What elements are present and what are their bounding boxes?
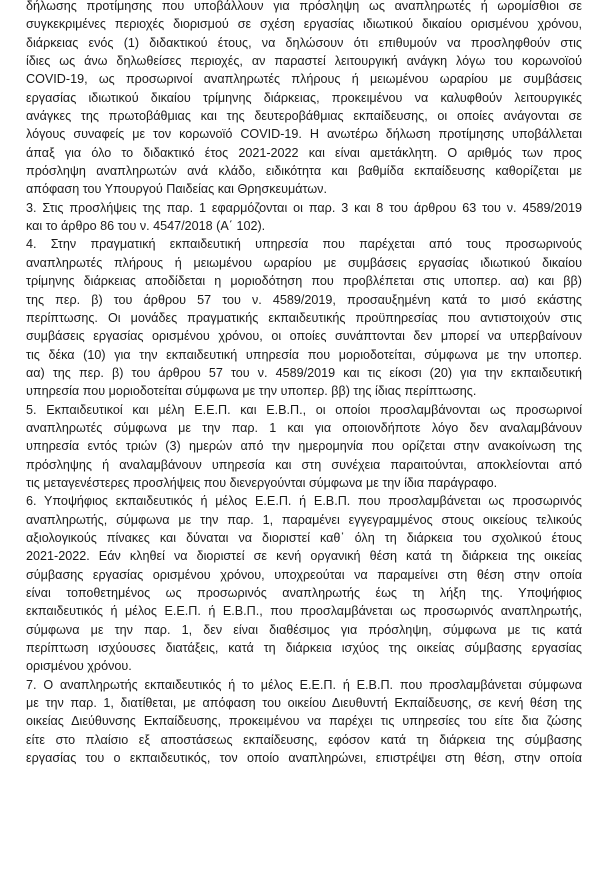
text-line: αα) της περ. β) του άρθρου 57 του ν. 4589/2019 και τις είκοσι (20) για την εκπαιδευτική [26, 365, 582, 380]
text-line: 5. Εκπαιδευτικοί και μέλη Ε.Ε.Π. και Ε.Β.Π., οι οποίοι προσλαμβάνονται ως προσωρινοί [26, 402, 582, 417]
text-line: 6. Υποψήφιος εκπαιδευτικός ή μέλος Ε.Ε.Π. ή Ε.Β.Π. που προσλαμβάνεται ως προσωρινός [26, 494, 582, 509]
text-line: λόγους συναφείς με τον κορωνοϊό COVID-19. Η ανωτέρω δήλωση προτίμησης υποβάλλεται [26, 127, 582, 142]
text-line: της περ. β) του άρθρου 57 του ν. 4589/2019, προσαυξημένη κατά το μισό εκάστης [26, 292, 582, 307]
text-line: 2021-2022. Εάν κληθεί να διοριστεί σε κενή οργανική θέση κατά τη διάρκεια της οικείας [26, 549, 582, 564]
text-line: εργασίας ιδιωτικού δικαίου τρίμηνης διάρκειας, προκειμένου να καλυφθούν λειτουργικές [26, 90, 582, 105]
text-line: υπηρεσία που μοριοδοτείται σύμφωνα με την υποπερ. ββ) της ίδιας περίπτωσης. [26, 384, 477, 399]
text-line: αναπληρωτής, σύμφωνα με την παρ. 1, παραμένει εγγεγραμμένος στους οικείους τελικούς [26, 512, 582, 527]
text-line: πρόσληψη αναπληρωτών ανά κλάδο, ειδικότητα και βαθμίδα εκπαίδευσης καθορίζεται με [26, 164, 582, 179]
text-line: COVID-19, ως προσωρινοί αναπληρωτές πλήρους ή μειωμένου ωραρίου με συμβάσεις [26, 72, 582, 87]
text-line: δήλωσης προτίμησης που υποβάλλουν για πρόσληψη ως αναπληρωτές ή ωρομίσθιοι σε [26, 0, 582, 13]
text-line: αξιολογικούς πίνακες και δύναται να διοριστεί καθ᾽ όλη τη διάρκεια του σχολικού έτους [26, 530, 582, 545]
text-line: αναπληρωτές πλήρους ή μειωμένου ωραρίου με συμβάσεις εργασίας ιδιωτικού δικαίου [26, 255, 582, 270]
text-line: απόφαση του Υπουργού Παιδείας και Θρησκευμάτων. [26, 182, 327, 197]
text-line: ορισμένου χρόνου. [26, 659, 132, 674]
text-line: σύμβασης εργασίας ορισμένου χρόνου, υποχρεούται να παραμείνει στη θέση στην οποία [26, 567, 582, 582]
text-line: τρίμηνης διάρκειας αποδίδεται η μοριοδότηση που προβλέπεται στις υποπερ. αα) και ββ) [26, 274, 582, 289]
text-line: 4. Στην πραγματική εκπαιδευτική υπηρεσία που παρέχεται από τους προσωρινούς [26, 237, 582, 252]
text-line: και το άρθρο 86 του ν. 4547/2018 (Α΄ 102). [26, 219, 266, 234]
text-line: υπηρεσία εντός τριών (3) ημερών από την ημερομηνία που ορίζεται στην ανακοίνωση της [26, 439, 582, 454]
text-line: οικείας Διεύθυνσης Εκπαίδευσης, προκειμένου να παρέχει τις υπηρεσίες του είτε δια ζώσης [26, 714, 582, 729]
text-line: περίπτωσης. Οι μονάδες πραγματικής εκπαιδευτικής προϋπηρεσίας που αντιστοιχούν στις [26, 310, 582, 325]
text-line: είτε στο πλαίσιο εξ αποστάσεως εκπαίδευσης, εφόσον κατά τη διάρκεια της σύμβασης [26, 732, 582, 747]
text-line: ανάγκες της πρωτοβάθμιας και της δευτεροβάθμιας εκπαίδευσης, οι οποίες ανάγονται σε [26, 109, 582, 124]
text-line: άπαξ για όλο το διδακτικό έτος 2021-2022 και είναι αμετάκλητη. Ο αριθμός των προς [26, 145, 582, 160]
text-line: τις μεταγενέστερες προσλήψεις που διενεργούνται σύμφωνα με την ίδια παράγραφο. [26, 475, 498, 490]
text-line: είναι τοποθετημένος ως προσωρινός αναπληρωτής έως τη λήξη της. Υποψήφιος [26, 586, 582, 600]
text-line: συγκεκριμένες περιοχές διορισμού σε σχέση εργασίας ιδιωτικού δικαίου ορισμένου χρόνου, [26, 17, 582, 32]
text-line: πρόσληψης ή αναλαμβάνουν υπηρεσία και στη συνέχεια παραιτούνται, αποκλείονται από [26, 457, 582, 472]
text-line: σύμφωνα με την παρ. 1, δεν είναι διαθέσιμος για πρόσληψη, σύμφωνα με τις κατά [26, 622, 582, 637]
text-line: εκπαιδευτικός ή μέλος Ε.Ε.Π. ή Ε.Β.Π., που προσλαμβάνεται ως προσωρινός αναπληρωτής, [26, 604, 582, 619]
text-line: ίδιες ως άνω δηλωθείσες περιοχές, αν παραστεί λειτουργική ανάγκη λόγω του κορωνοϊού [26, 54, 582, 69]
text-line: αναπληρωτές σύμφωνα με την παρ. 1 και για οποιονδήποτε λόγο δεν αναλαμβάνουν [26, 420, 582, 435]
text-line: τις δέκα (10) για την εκπαιδευτική υπηρεσία που μοριοδοτείται, σύμφωνα με την υποπερ. [26, 347, 582, 362]
text-line: 3. Στις προσλήψεις της παρ. 1 εφαρμόζονται οι παρ. 3 και 8 του άρθρου 63 του ν. 4589/2019 [26, 200, 582, 215]
text-line: συμβάσεις εργασίας ορισμένου χρόνου, οι οποίες συνάπτονται δεν μπορεί να υπερβαίνουν [26, 329, 582, 344]
text-line: εργασίας του ο εκπαιδευτικός, τον οποίο αναπληρώνει, επιστρέψει στη θέση, στην οποία [26, 751, 582, 766]
text-line: διάρκειας ενός (1) διδακτικού έτους, να δηλώσουν ότι επιθυμούν να προσληφθούν στις [26, 35, 582, 50]
text-line: με την παρ. 1, διατίθεται, με απόφαση του οικείου Διευθυντή Εκπαίδευσης, σε κενή θέση της [26, 696, 582, 711]
body-text [26, 0, 582, 767]
text-line: 7. Ο αναπληρωτής εκπαιδευτικός ή το μέλος Ε.Ε.Π. ή Ε.Β.Π. που προσλαμβάνεται σύμφωνα [26, 677, 582, 692]
text-line: περίπτωση ισχύουσες διατάξεις, κατά τη διάρκεια ισχύος της οικείας σύμβασης εργασίας [26, 641, 582, 656]
